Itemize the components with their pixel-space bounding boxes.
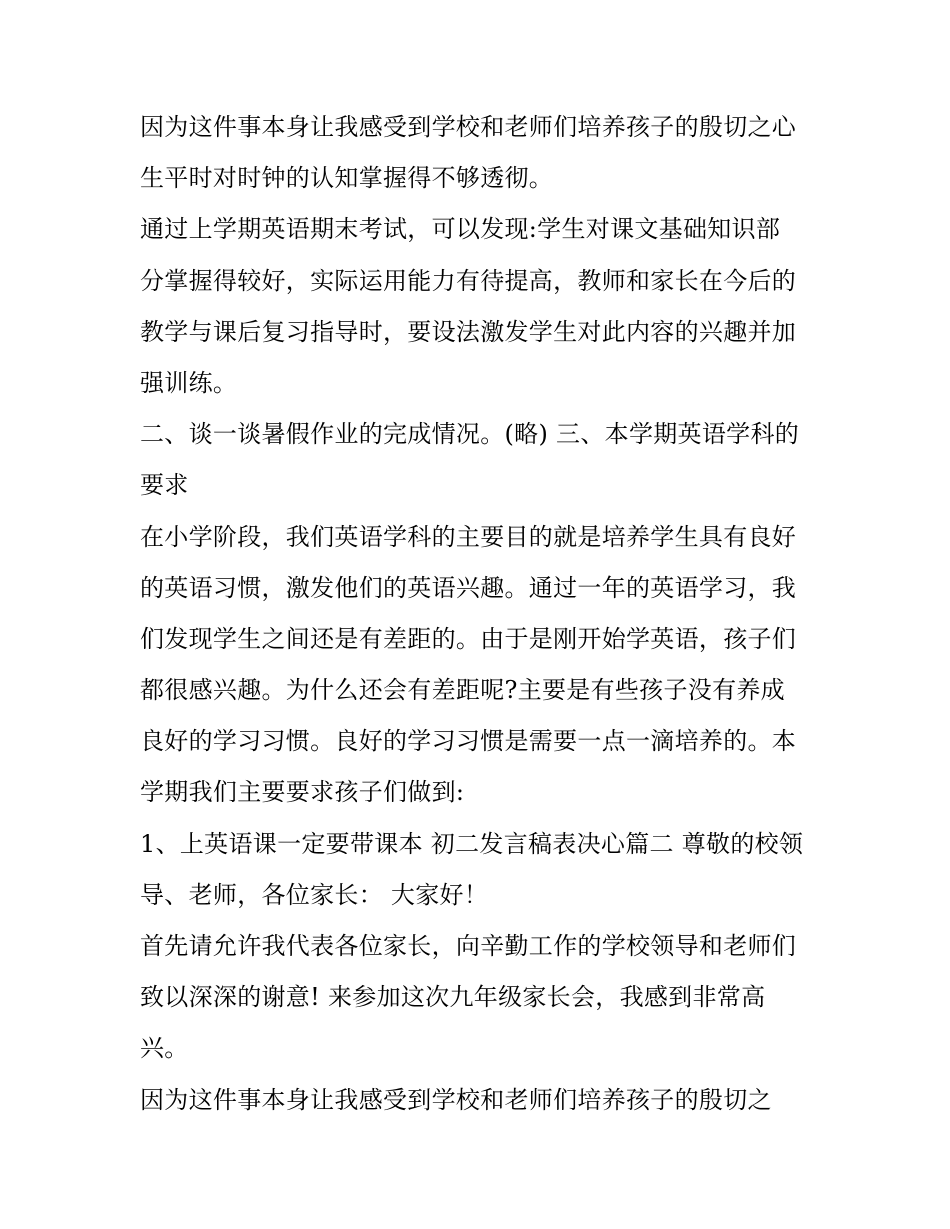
text-line: 的英语习惯，激发他们的英语兴趣。通过一年的英语学习，我 [140,573,797,602]
text-line: 分掌握得较好，实际运用能力有待提高，教师和家长在今后的 [140,266,797,295]
greeting-line: 导、老师，各位家长： 大家好！ [140,880,489,909]
text-line: 因为这件事本身让我感受到学校和老师们培养孩子的殷切之心 [140,113,797,141]
text-line: 们发现学生之间还是有差距的。由于是刚开始学英语，孩子们 [140,624,797,653]
section-heading-line: 要求 [140,471,189,500]
text-line: 生平时对时钟的认知掌握得不够透彻。 [140,164,554,193]
text-line: 通过上学期英语期末考试，可以发现:学生对课文基础知识部 [140,215,781,244]
text-line: 学期我们主要要求孩子们做到: [140,778,465,807]
text-line: 兴。 [140,1034,189,1063]
document-body [140,102,820,1126]
text-line: 强训练。 [140,368,238,397]
list-item-line: 1、上英语课一定要带课本 初二发言稿表决心篇二 尊敬的校领 [140,829,804,858]
text-line: 都很感兴趣。为什么还会有差距呢?主要是有些孩子没有养成 [140,676,785,705]
text-line: 良好的学习习惯。良好的学习习惯是需要一点一滴培养的。本 [140,727,797,756]
text-line: 致以深深的谢意! 来参加这次九年级家长会，我感到非常高 [140,983,766,1012]
text-line: 在小学阶段，我们英语学科的主要目的就是培养学生具有良好 [140,522,797,551]
text-line: 首先请允许我代表各位家长，向辛勤工作的学校领导和老师们 [140,932,797,960]
text-line: 因为这件事本身让我感受到学校和老师们培养孩子的殷切之 [140,1085,772,1114]
text-line: 教学与课后复习指导时，要设法激发学生对此内容的兴趣并加 [140,317,797,346]
section-heading-line: 二、谈一谈暑假作业的完成情况。(略) 三、本学期英语学科的 [140,420,800,449]
